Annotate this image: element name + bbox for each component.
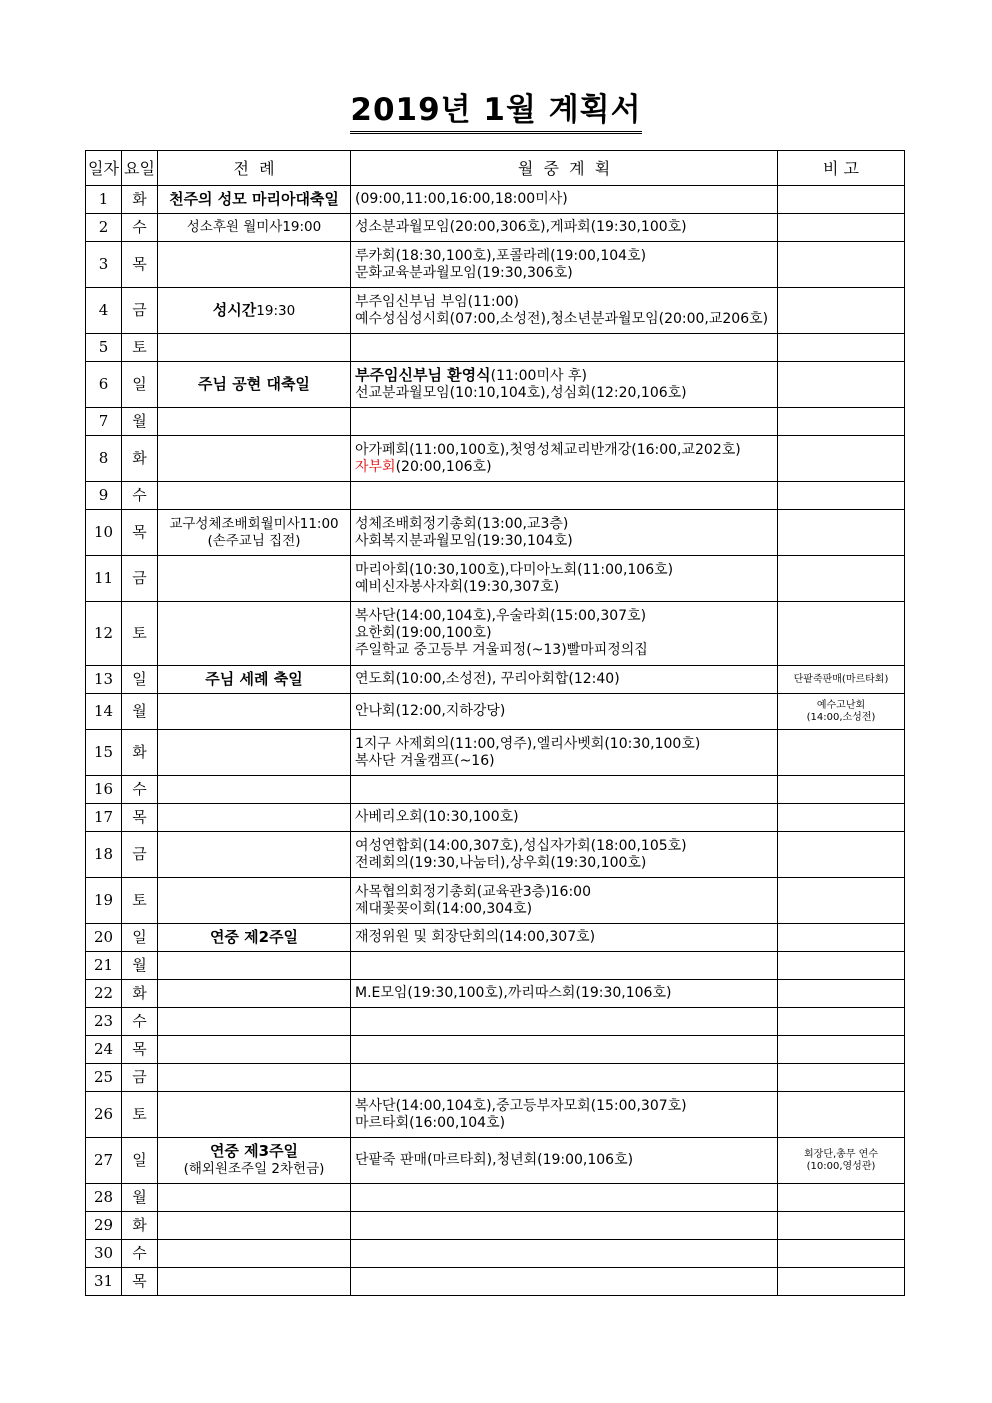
liturgy-text: 천주의 성모 마리아대축일 <box>169 189 339 208</box>
table-row <box>86 952 905 980</box>
liturgy-cell <box>158 242 351 288</box>
weekday-cell: 일 <box>122 362 158 408</box>
day-cell: 1 <box>86 186 122 214</box>
plan-line <box>355 442 775 459</box>
plan-cell <box>351 1138 778 1184</box>
liturgy-text: 연중 제3주일 <box>209 1142 299 1160</box>
day-cell: 18 <box>86 832 122 878</box>
liturgy-line <box>160 516 348 533</box>
plan-text: M.E모임(19:30,100호),까리따스회(19:30,106호) <box>355 985 672 1001</box>
plan-text: 요한회(19:00,100호) <box>355 625 492 641</box>
liturgy-cell <box>158 878 351 924</box>
table-row <box>86 186 905 214</box>
plan-line <box>355 736 775 753</box>
table-row <box>86 804 905 832</box>
plan-line <box>355 265 775 282</box>
plan-text: 재정위원 및 회장단회의(14:00,307호) <box>355 929 596 945</box>
note-cell <box>778 214 905 242</box>
plan-cell <box>351 214 778 242</box>
liturgy-line <box>160 302 348 320</box>
plan-text: 사목협의회정기총회(교육관3층)16:00 <box>355 883 591 900</box>
plan-text: (11:00미사 후) <box>490 368 587 384</box>
table-row <box>86 832 905 878</box>
weekday-cell: 금 <box>122 1064 158 1092</box>
weekday-cell: 수 <box>122 482 158 510</box>
plan-text: 복사단(14:00,104호),중고등부자모회(15:00,307호) <box>355 1097 687 1114</box>
plan-text: 마르타회(16:00,104호) <box>355 1114 506 1131</box>
liturgy-text: 성소후원 월미사19:00 <box>186 219 322 235</box>
liturgy-cell <box>158 436 351 482</box>
liturgy-cell <box>158 1138 351 1184</box>
plan-cell <box>351 510 778 556</box>
table-row <box>86 214 905 242</box>
note-cell <box>778 1008 905 1036</box>
plan-cell <box>351 776 778 804</box>
plan-cell <box>351 242 778 288</box>
weekday-cell: 수 <box>122 1240 158 1268</box>
weekday-cell: 목 <box>122 1268 158 1296</box>
liturgy-cell <box>158 776 351 804</box>
day-cell: 23 <box>86 1008 122 1036</box>
plan-text: 성체조배회정기총회(13:00,교3층) <box>355 515 569 532</box>
day-cell: 28 <box>86 1184 122 1212</box>
day-cell: 26 <box>86 1092 122 1138</box>
plan-line <box>355 562 775 579</box>
weekday-cell: 토 <box>122 878 158 924</box>
day-cell: 4 <box>86 288 122 334</box>
plan-line <box>355 533 775 550</box>
header-weekday: 요일 <box>122 151 158 186</box>
plan-cell <box>351 482 778 510</box>
plan-cell <box>351 1184 778 1212</box>
plan-line <box>355 753 775 770</box>
plan-line <box>355 311 775 328</box>
liturgy-cell <box>158 556 351 602</box>
weekday-cell: 화 <box>122 980 158 1008</box>
plan-line <box>355 703 775 720</box>
table-row <box>86 436 905 482</box>
plan-line <box>355 884 775 901</box>
liturgy-cell <box>158 288 351 334</box>
plan-text: 여성연합회(14:00,307호),성십자가회(18:00,105호) <box>355 837 687 854</box>
weekday-cell: 화 <box>122 436 158 482</box>
plan-text: 아가페회(11:00,100호),첫영성체교리반개강(16:00,교202호) <box>355 441 741 458</box>
liturgy-cell <box>158 980 351 1008</box>
header-date: 일자 <box>86 151 122 186</box>
liturgy-line <box>160 671 348 689</box>
liturgy-cell <box>158 1240 351 1268</box>
liturgy-cell <box>158 408 351 436</box>
plan-line <box>355 642 775 659</box>
plan-text: 1지구 사제회의(11:00,영주),엘리사벳회(10:30,100호) <box>355 735 701 752</box>
plan-cell <box>351 1064 778 1092</box>
day-cell: 5 <box>86 334 122 362</box>
table-row <box>86 1092 905 1138</box>
note-cell <box>778 832 905 878</box>
plan-text: 전례회의(19:30,나눔터),상우회(19:30,100호) <box>355 854 647 871</box>
day-cell: 6 <box>86 362 122 408</box>
table-row <box>86 1240 905 1268</box>
table-row <box>86 924 905 952</box>
day-cell: 29 <box>86 1212 122 1240</box>
table-row <box>86 482 905 510</box>
plan-cell <box>351 362 778 408</box>
liturgy-cell <box>158 666 351 694</box>
plan-cell <box>351 288 778 334</box>
day-cell: 17 <box>86 804 122 832</box>
table-row <box>86 408 905 436</box>
liturgy-text: 19:30 <box>256 302 296 319</box>
plan-cell <box>351 1240 778 1268</box>
note-line: 예수고난회 <box>816 699 866 711</box>
note-cell <box>778 1036 905 1064</box>
plan-line <box>355 516 775 533</box>
plan-cell <box>351 1268 778 1296</box>
plan-cell <box>351 334 778 362</box>
day-cell: 16 <box>86 776 122 804</box>
liturgy-text: 교구성체조배회월미사11:00 <box>169 515 339 532</box>
weekday-cell: 목 <box>122 1036 158 1064</box>
liturgy-text: 연중 제2주일 <box>209 927 299 946</box>
plan-line <box>355 294 775 311</box>
schedule-table <box>85 150 905 1296</box>
plan-line <box>355 1098 775 1115</box>
plan-cell <box>351 730 778 776</box>
weekday-cell: 월 <box>122 1184 158 1212</box>
table-row <box>86 776 905 804</box>
table-row <box>86 1138 905 1184</box>
plan-line <box>355 838 775 855</box>
note-line: (10:00,영성관) <box>806 1160 876 1172</box>
plan-text: 문화교육분과월모임(19:30,306호) <box>355 264 573 281</box>
weekday-cell: 일 <box>122 1138 158 1184</box>
table-row <box>86 694 905 730</box>
table-row <box>86 602 905 666</box>
plan-text: 루카회(18:30,100호),포콜라레(19:00,104호) <box>355 247 647 264</box>
table-row <box>86 288 905 334</box>
plan-line <box>355 459 775 476</box>
table-row <box>86 730 905 776</box>
note-cell <box>778 1092 905 1138</box>
note-cell <box>778 1064 905 1092</box>
header-liturgy: 전 례 <box>158 151 351 186</box>
plan-line <box>355 219 775 236</box>
note-line: 회장단,총무 연수 <box>804 1148 878 1160</box>
weekday-cell: 목 <box>122 510 158 556</box>
day-cell: 10 <box>86 510 122 556</box>
note-cell <box>778 878 905 924</box>
day-cell: 2 <box>86 214 122 242</box>
table-row <box>86 878 905 924</box>
note-cell <box>778 362 905 408</box>
weekday-cell: 금 <box>122 832 158 878</box>
liturgy-cell <box>158 602 351 666</box>
plan-cell <box>351 408 778 436</box>
plan-text: 제대꽃꽂이회(14:00,304호) <box>355 900 533 917</box>
liturgy-cell <box>158 510 351 556</box>
day-cell: 9 <box>86 482 122 510</box>
liturgy-cell <box>158 482 351 510</box>
plan-cell <box>351 1036 778 1064</box>
plan-line <box>355 608 775 625</box>
plan-text: 예비신자봉사자회(19:30,307호) <box>355 578 560 595</box>
liturgy-cell <box>158 1036 351 1064</box>
table-header-row <box>86 151 905 186</box>
plan-text: (09:00,11:00,16:00,18:00미사) <box>355 191 568 207</box>
document-title: 2019년 1월 계획서 <box>350 84 641 134</box>
plan-text: 복사단(14:00,104호),우술라회(15:00,307호) <box>355 608 647 624</box>
liturgy-text: 주님 공현 대축일 <box>198 374 310 393</box>
plan-text: 단팥죽 판매(마르타회),청년회(19:00,106호) <box>355 1152 634 1168</box>
plan-cell <box>351 878 778 924</box>
table-row <box>86 362 905 408</box>
day-cell: 22 <box>86 980 122 1008</box>
header-notes: 비 고 <box>778 151 905 186</box>
weekday-cell: 화 <box>122 186 158 214</box>
liturgy-text: 성시간 <box>212 300 257 319</box>
note-cell <box>778 1212 905 1240</box>
liturgy-line <box>160 219 348 236</box>
table-row <box>86 242 905 288</box>
liturgy-cell <box>158 1212 351 1240</box>
liturgy-cell <box>158 924 351 952</box>
liturgy-text: 주님 세례 축일 <box>205 669 303 688</box>
table-row <box>86 1184 905 1212</box>
table-row <box>86 1064 905 1092</box>
plan-text: 성소분과월모임(20:00,306호),게파회(19:30,100호) <box>355 219 687 235</box>
day-cell: 21 <box>86 952 122 980</box>
weekday-cell: 화 <box>122 730 158 776</box>
plan-line <box>355 929 775 946</box>
plan-line <box>355 671 775 688</box>
note-cell <box>778 436 905 482</box>
plan-cell <box>351 694 778 730</box>
plan-cell <box>351 436 778 482</box>
document-title-wrap <box>0 84 992 134</box>
plan-cell <box>351 556 778 602</box>
liturgy-text: (해외원조주일 2차헌금) <box>183 1161 325 1177</box>
table-row <box>86 1008 905 1036</box>
note-line: (14:00,소성전) <box>806 711 876 723</box>
note-cell <box>778 980 905 1008</box>
plan-text: 안나회(12:00,지하강당) <box>355 703 506 719</box>
weekday-cell: 화 <box>122 1212 158 1240</box>
liturgy-cell <box>158 730 351 776</box>
plan-line <box>355 985 775 1002</box>
weekday-cell: 토 <box>122 334 158 362</box>
weekday-cell: 월 <box>122 952 158 980</box>
day-cell: 24 <box>86 1036 122 1064</box>
note-cell <box>778 694 905 730</box>
day-cell: 20 <box>86 924 122 952</box>
note-cell <box>778 408 905 436</box>
liturgy-line <box>160 376 348 394</box>
plan-text: 부주임신부님 부임(11:00) <box>355 293 519 310</box>
liturgy-line <box>160 191 348 209</box>
liturgy-cell <box>158 1268 351 1296</box>
plan-highlight-text: 자부회 <box>355 458 396 475</box>
liturgy-cell <box>158 334 351 362</box>
weekday-cell: 일 <box>122 924 158 952</box>
note-cell <box>778 924 905 952</box>
day-cell: 30 <box>86 1240 122 1268</box>
note-cell <box>778 602 905 666</box>
table-row <box>86 1212 905 1240</box>
liturgy-cell <box>158 832 351 878</box>
day-cell: 19 <box>86 878 122 924</box>
liturgy-cell <box>158 804 351 832</box>
weekday-cell: 수 <box>122 214 158 242</box>
table-row <box>86 666 905 694</box>
plan-cell <box>351 980 778 1008</box>
note-cell <box>778 242 905 288</box>
table-row <box>86 510 905 556</box>
plan-text: 사베리오회(10:30,100호) <box>355 809 519 825</box>
weekday-cell: 토 <box>122 602 158 666</box>
plan-cell <box>351 1008 778 1036</box>
table-row <box>86 1036 905 1064</box>
day-cell: 27 <box>86 1138 122 1184</box>
liturgy-cell <box>158 362 351 408</box>
weekday-cell: 월 <box>122 408 158 436</box>
note-cell <box>778 510 905 556</box>
plan-text: (20:00,106호) <box>395 458 492 475</box>
table-row <box>86 980 905 1008</box>
plan-line <box>355 579 775 596</box>
liturgy-cell <box>158 694 351 730</box>
day-cell: 11 <box>86 556 122 602</box>
note-cell <box>778 1138 905 1184</box>
weekday-cell: 금 <box>122 288 158 334</box>
day-cell: 8 <box>86 436 122 482</box>
liturgy-line <box>160 929 348 947</box>
weekday-cell: 수 <box>122 776 158 804</box>
table-row <box>86 334 905 362</box>
plan-text: 마리아회(10:30,100호),다미아노회(11:00,106호) <box>355 561 674 578</box>
plan-text: 부주임신부님 환영식 <box>355 366 491 384</box>
plan-line <box>355 385 775 402</box>
liturgy-cell <box>158 1064 351 1092</box>
note-cell <box>778 288 905 334</box>
plan-line <box>355 901 775 918</box>
liturgy-cell <box>158 214 351 242</box>
note-cell <box>778 776 905 804</box>
plan-text: 연도회(10:00,소성전), 꾸리아회합(12:40) <box>355 671 620 687</box>
note-line: 단팥죽판매(마르타회) <box>793 673 889 685</box>
liturgy-cell <box>158 1092 351 1138</box>
plan-cell <box>351 924 778 952</box>
plan-text: 주일학교 중고등부 겨울피정(~13)빨마피정의집 <box>355 642 648 658</box>
plan-text: 복사단 겨울캠프(~16) <box>355 752 495 769</box>
liturgy-line <box>160 1161 348 1178</box>
liturgy-cell <box>158 1008 351 1036</box>
plan-text: 예수성심성시회(07:00,소성전),청소년분과월모임(20:00,교206호) <box>355 310 769 327</box>
plan-text: 사회복지분과월모임(19:30,104호) <box>355 532 573 549</box>
table-row <box>86 1268 905 1296</box>
plan-cell <box>351 1092 778 1138</box>
weekday-cell: 수 <box>122 1008 158 1036</box>
day-cell: 3 <box>86 242 122 288</box>
day-cell: 13 <box>86 666 122 694</box>
note-cell <box>778 556 905 602</box>
day-cell: 25 <box>86 1064 122 1092</box>
liturgy-cell <box>158 1184 351 1212</box>
plan-cell <box>351 832 778 878</box>
note-cell <box>778 804 905 832</box>
plan-line <box>355 1152 775 1169</box>
liturgy-cell <box>158 952 351 980</box>
note-cell <box>778 482 905 510</box>
day-cell: 14 <box>86 694 122 730</box>
liturgy-line <box>160 1143 348 1161</box>
plan-line <box>355 625 775 642</box>
liturgy-cell <box>158 186 351 214</box>
plan-line <box>355 191 775 208</box>
plan-cell <box>351 804 778 832</box>
plan-cell <box>351 1212 778 1240</box>
day-cell: 15 <box>86 730 122 776</box>
plan-text: 선교분과월모임(10:10,104호),성심회(12:20,106호) <box>355 385 687 401</box>
plan-line <box>355 855 775 872</box>
note-cell <box>778 334 905 362</box>
note-cell <box>778 1268 905 1296</box>
plan-line <box>355 367 775 385</box>
weekday-cell: 일 <box>122 666 158 694</box>
weekday-cell: 금 <box>122 556 158 602</box>
table-body <box>86 186 905 1296</box>
day-cell: 31 <box>86 1268 122 1296</box>
day-cell: 12 <box>86 602 122 666</box>
note-cell <box>778 952 905 980</box>
plan-cell <box>351 186 778 214</box>
plan-cell <box>351 602 778 666</box>
table-row <box>86 556 905 602</box>
note-cell <box>778 730 905 776</box>
header-monthly-plan: 월 중 계 획 <box>351 151 778 186</box>
plan-line <box>355 248 775 265</box>
plan-cell <box>351 666 778 694</box>
note-cell <box>778 186 905 214</box>
liturgy-text: (손주교님 집전) <box>207 532 301 549</box>
note-cell <box>778 1184 905 1212</box>
note-cell <box>778 666 905 694</box>
weekday-cell: 토 <box>122 1092 158 1138</box>
day-cell: 7 <box>86 408 122 436</box>
weekday-cell: 목 <box>122 242 158 288</box>
weekday-cell: 월 <box>122 694 158 730</box>
weekday-cell: 목 <box>122 804 158 832</box>
plan-line <box>355 809 775 826</box>
note-cell <box>778 1240 905 1268</box>
plan-cell <box>351 952 778 980</box>
liturgy-line <box>160 533 348 550</box>
plan-line <box>355 1115 775 1132</box>
